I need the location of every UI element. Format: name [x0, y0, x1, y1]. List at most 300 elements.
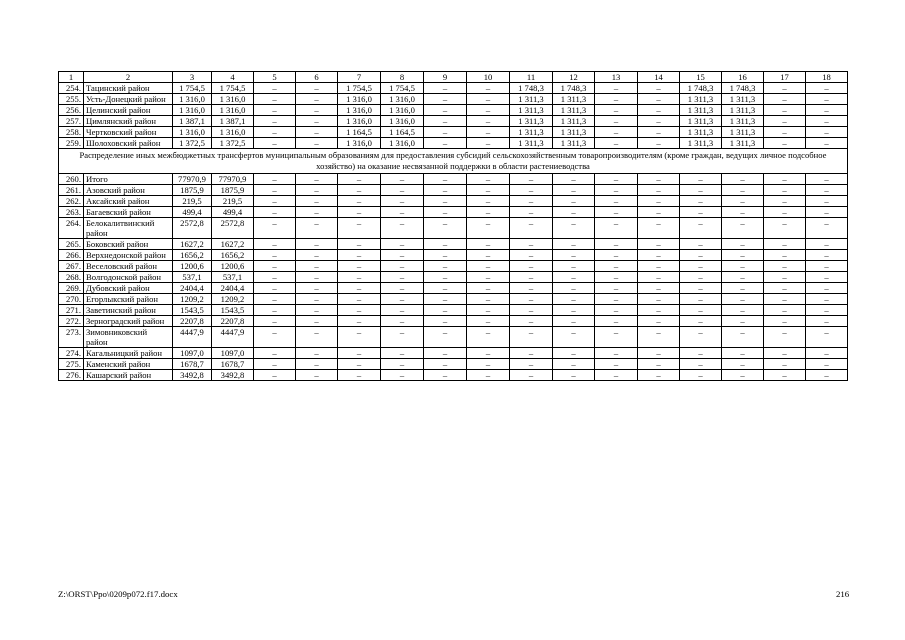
dash-cell: – [467, 174, 510, 185]
dash-cell: – [254, 218, 296, 239]
dash-cell: – [381, 370, 424, 381]
dash-cell: – [680, 370, 722, 381]
table-cell: – [638, 127, 680, 138]
dash-cell: – [467, 348, 510, 359]
dash-cell: – [638, 305, 680, 316]
table-cell: 3492,8 [212, 370, 254, 381]
dash-cell: – [467, 272, 510, 283]
dash-cell: – [510, 327, 553, 348]
dash-cell: – [467, 250, 510, 261]
dash-cell: – [296, 305, 338, 316]
table-cell: 1 311,3 [722, 105, 764, 116]
dash-cell: – [254, 283, 296, 294]
dash-cell: – [296, 327, 338, 348]
dash-cell: – [467, 261, 510, 272]
footer-file-path: Z:\ORST\Ppo\0209p072.f17.docx [58, 589, 178, 599]
dash-cell: – [722, 348, 764, 359]
dash-cell: – [510, 294, 553, 305]
table-cell: – [595, 94, 638, 105]
district-name: Кагальницкий район [84, 348, 173, 359]
dash-cell: – [424, 370, 467, 381]
table-cell: 1 311,3 [722, 94, 764, 105]
table-cell: 1 311,3 [722, 116, 764, 127]
dash-cell: – [722, 239, 764, 250]
dash-cell: – [381, 250, 424, 261]
dash-cell: – [722, 359, 764, 370]
column-number: 4 [212, 72, 254, 83]
table-cell: 1 311,3 [680, 116, 722, 127]
dash-cell: – [338, 294, 381, 305]
dash-cell: – [424, 294, 467, 305]
dash-cell: – [764, 316, 806, 327]
table-cell: 1 311,3 [553, 138, 595, 149]
row-number: 260. [59, 174, 84, 185]
table-cell: 1 311,3 [553, 127, 595, 138]
table-cell: – [296, 105, 338, 116]
table-row [59, 83, 848, 94]
table-cell: – [764, 94, 806, 105]
dash-cell: – [338, 305, 381, 316]
dash-cell: – [553, 218, 595, 239]
dash-cell: – [764, 218, 806, 239]
table-cell: 1 311,3 [510, 94, 553, 105]
row-number: 261. [59, 185, 84, 196]
dash-cell: – [510, 207, 553, 218]
table-row [59, 196, 848, 207]
dash-cell: – [296, 174, 338, 185]
table-cell: – [467, 94, 510, 105]
dash-cell: – [722, 294, 764, 305]
table-cell: 1 316,0 [338, 116, 381, 127]
table-cell: 1 754,5 [338, 83, 381, 94]
dash-cell: – [338, 359, 381, 370]
dash-cell: – [806, 239, 848, 250]
dash-cell: – [296, 218, 338, 239]
dash-cell: – [638, 239, 680, 250]
column-number: 16 [722, 72, 764, 83]
section-row [59, 149, 848, 174]
dash-cell: – [595, 348, 638, 359]
dash-cell: – [467, 370, 510, 381]
dash-cell: – [254, 239, 296, 250]
dash-cell: – [510, 359, 553, 370]
table-cell: 499,4 [173, 207, 212, 218]
dash-cell: – [764, 250, 806, 261]
table-cell: 1 754,5 [173, 83, 212, 94]
table-cell: – [296, 138, 338, 149]
table-cell: – [424, 94, 467, 105]
row-number: 274. [59, 348, 84, 359]
dash-cell: – [381, 239, 424, 250]
dash-cell: – [680, 261, 722, 272]
table-cell: 499,4 [212, 207, 254, 218]
dash-cell: – [638, 207, 680, 218]
row-number: 269. [59, 283, 84, 294]
district-name: Егорлыкский район [84, 294, 173, 305]
table-row [59, 185, 848, 196]
column-number: 14 [638, 72, 680, 83]
dash-cell: – [595, 305, 638, 316]
table-cell: 1 748,3 [553, 83, 595, 94]
dash-cell: – [722, 283, 764, 294]
dash-cell: – [722, 207, 764, 218]
table-cell: – [806, 116, 848, 127]
dash-cell: – [338, 348, 381, 359]
district-name: Целинский район [84, 105, 173, 116]
row-number: 254. [59, 83, 84, 94]
row-number: 265. [59, 239, 84, 250]
table-cell: 1 316,0 [338, 94, 381, 105]
table-cell: – [764, 83, 806, 94]
dash-cell: – [595, 370, 638, 381]
dash-cell: – [680, 294, 722, 305]
table-cell: 1 316,0 [338, 105, 381, 116]
dash-cell: – [764, 196, 806, 207]
table-row [59, 316, 848, 327]
table-cell: 1 311,3 [680, 94, 722, 105]
dash-cell: – [338, 185, 381, 196]
row-number: 275. [59, 359, 84, 370]
dash-cell: – [553, 316, 595, 327]
dash-cell: – [553, 359, 595, 370]
dash-cell: – [296, 359, 338, 370]
table-cell: – [638, 116, 680, 127]
dash-cell: – [338, 196, 381, 207]
dash-cell: – [680, 283, 722, 294]
dash-cell: – [764, 305, 806, 316]
table-cell: – [806, 83, 848, 94]
table-cell: 1 754,5 [381, 83, 424, 94]
dash-cell: – [806, 250, 848, 261]
row-number: 271. [59, 305, 84, 316]
dash-cell: – [338, 207, 381, 218]
table-row [59, 116, 848, 127]
table-row [59, 283, 848, 294]
dash-cell: – [764, 370, 806, 381]
row-number: 270. [59, 294, 84, 305]
table-cell: 1678,7 [173, 359, 212, 370]
dash-cell: – [764, 239, 806, 250]
table-cell: 1 748,3 [680, 83, 722, 94]
dash-cell: – [424, 283, 467, 294]
dash-cell: – [296, 283, 338, 294]
dash-cell: – [510, 250, 553, 261]
dash-cell: – [722, 370, 764, 381]
dash-cell: – [424, 261, 467, 272]
table-cell: – [595, 105, 638, 116]
dash-cell: – [806, 294, 848, 305]
table-cell: – [424, 127, 467, 138]
table-cell: 1 316,0 [173, 94, 212, 105]
table-cell: 219,5 [212, 196, 254, 207]
dash-cell: – [764, 272, 806, 283]
dash-cell: – [381, 185, 424, 196]
table-cell: – [467, 105, 510, 116]
dash-cell: – [638, 185, 680, 196]
dash-cell: – [680, 250, 722, 261]
table-cell: 1 316,0 [173, 127, 212, 138]
column-number: 6 [296, 72, 338, 83]
dash-cell: – [764, 359, 806, 370]
dash-cell: – [722, 327, 764, 348]
column-number: 5 [254, 72, 296, 83]
dash-cell: – [595, 327, 638, 348]
table-cell: – [806, 127, 848, 138]
dash-cell: – [553, 174, 595, 185]
dash-cell: – [722, 305, 764, 316]
dash-cell: – [764, 261, 806, 272]
dash-cell: – [296, 239, 338, 250]
table-row [59, 138, 848, 149]
table-row [59, 370, 848, 381]
dash-cell: – [806, 174, 848, 185]
row-number: 259. [59, 138, 84, 149]
dash-cell: – [595, 316, 638, 327]
table-cell: 1 311,3 [680, 138, 722, 149]
district-name: Цимлянский район [84, 116, 173, 127]
table-cell: 77970,9 [212, 174, 254, 185]
dash-cell: – [510, 239, 553, 250]
dash-cell: – [381, 218, 424, 239]
dash-cell: – [553, 250, 595, 261]
table-cell: – [254, 138, 296, 149]
column-number: 3 [173, 72, 212, 83]
table-cell: 1 311,3 [680, 127, 722, 138]
dash-cell: – [638, 283, 680, 294]
dash-cell: – [680, 348, 722, 359]
dash-cell: – [595, 185, 638, 196]
row-number: 273. [59, 327, 84, 348]
dash-cell: – [680, 272, 722, 283]
dash-cell: – [424, 305, 467, 316]
dash-cell: – [806, 348, 848, 359]
row-number: 276. [59, 370, 84, 381]
dash-cell: – [553, 370, 595, 381]
dash-cell: – [764, 207, 806, 218]
table-row [59, 327, 848, 348]
dash-cell: – [638, 294, 680, 305]
dash-cell: – [510, 174, 553, 185]
table-row [59, 359, 848, 370]
dash-cell: – [424, 327, 467, 348]
dash-cell: – [338, 250, 381, 261]
section-title: Распределение иных межбюджетных трансфертов муниципальным образованиям для предоставления субсидий сельскохозяйственным товаропроизводителям (кроме граждан, ведущих личное подсобное хозяйство) на оказание несвязанной поддержки в области растениеводства [59, 149, 848, 174]
dash-cell: – [338, 239, 381, 250]
dash-cell: – [424, 174, 467, 185]
dash-cell: – [424, 185, 467, 196]
dash-cell: – [510, 196, 553, 207]
dash-cell: – [510, 261, 553, 272]
dash-cell: – [254, 305, 296, 316]
table-cell: 1875,9 [173, 185, 212, 196]
dash-cell: – [338, 174, 381, 185]
dash-cell: – [806, 316, 848, 327]
column-number-row [59, 72, 848, 83]
dash-cell: – [680, 305, 722, 316]
district-name: Белокалитвинский район [84, 218, 173, 239]
dash-cell: – [424, 272, 467, 283]
table-cell: – [764, 116, 806, 127]
table-cell: 537,1 [173, 272, 212, 283]
dash-cell: – [254, 348, 296, 359]
dash-cell: – [680, 185, 722, 196]
district-name: Аксайский район [84, 196, 173, 207]
dash-cell: – [638, 327, 680, 348]
column-number: 15 [680, 72, 722, 83]
table-cell: 1 372,5 [212, 138, 254, 149]
dash-cell: – [510, 272, 553, 283]
dash-cell: – [424, 196, 467, 207]
dash-cell: – [722, 316, 764, 327]
district-name: Итого [84, 174, 173, 185]
dash-cell: – [553, 185, 595, 196]
dash-cell: – [424, 359, 467, 370]
table-cell: – [764, 127, 806, 138]
dash-cell: – [806, 261, 848, 272]
dash-cell: – [254, 327, 296, 348]
table-cell: – [806, 105, 848, 116]
dash-cell: – [595, 359, 638, 370]
table-cell: – [595, 127, 638, 138]
table-cell: – [764, 105, 806, 116]
table-cell: 2404,4 [173, 283, 212, 294]
table-cell: 1209,2 [173, 294, 212, 305]
column-number: 9 [424, 72, 467, 83]
table-cell: 1 164,5 [338, 127, 381, 138]
dash-cell: – [424, 250, 467, 261]
table-cell: 1 316,0 [212, 105, 254, 116]
table-cell: 1 316,0 [212, 94, 254, 105]
dash-cell: – [553, 294, 595, 305]
row-number: 257. [59, 116, 84, 127]
table-cell: 1 311,3 [553, 105, 595, 116]
dash-cell: – [254, 207, 296, 218]
table-cell: – [467, 138, 510, 149]
dash-cell: – [806, 327, 848, 348]
district-name: Кашарский район [84, 370, 173, 381]
row-number: 264. [59, 218, 84, 239]
dash-cell: – [764, 283, 806, 294]
dash-cell: – [254, 250, 296, 261]
district-name: Заветинский район [84, 305, 173, 316]
table-cell: 2404,4 [212, 283, 254, 294]
dash-cell: – [296, 261, 338, 272]
table-cell: 77970,9 [173, 174, 212, 185]
table-cell: 4447,9 [173, 327, 212, 348]
dash-cell: – [806, 185, 848, 196]
dash-cell: – [296, 370, 338, 381]
district-name: Дубовский район [84, 283, 173, 294]
dash-cell: – [553, 207, 595, 218]
table-cell: 1627,2 [212, 239, 254, 250]
table-cell: 1 748,3 [510, 83, 553, 94]
dash-cell: – [722, 250, 764, 261]
column-number: 1 [59, 72, 84, 83]
dash-cell: – [254, 294, 296, 305]
row-number: 268. [59, 272, 84, 283]
dash-cell: – [254, 359, 296, 370]
column-number: 10 [467, 72, 510, 83]
dash-cell: – [638, 250, 680, 261]
dash-cell: – [296, 272, 338, 283]
dash-cell: – [296, 250, 338, 261]
table-cell: – [296, 83, 338, 94]
district-name: Веселовский район [84, 261, 173, 272]
table-row [59, 239, 848, 250]
dash-cell: – [254, 370, 296, 381]
dash-cell: – [722, 218, 764, 239]
dash-cell: – [595, 272, 638, 283]
district-name: Усть-Донецкий район [84, 94, 173, 105]
dash-cell: – [595, 261, 638, 272]
dash-cell: – [595, 218, 638, 239]
row-number: 272. [59, 316, 84, 327]
dash-cell: – [424, 348, 467, 359]
table-cell: – [595, 116, 638, 127]
dash-cell: – [595, 239, 638, 250]
dash-cell: – [680, 207, 722, 218]
table-cell: 1 311,3 [510, 127, 553, 138]
table-cell: 1 311,3 [510, 105, 553, 116]
data-table [58, 71, 848, 381]
table-cell: – [595, 83, 638, 94]
table-cell: – [254, 105, 296, 116]
dash-cell: – [467, 196, 510, 207]
dash-cell: – [764, 174, 806, 185]
dash-cell: – [638, 316, 680, 327]
dash-cell: – [338, 261, 381, 272]
row-number: 256. [59, 105, 84, 116]
table-cell: – [467, 127, 510, 138]
dash-cell: – [722, 261, 764, 272]
dash-cell: – [722, 185, 764, 196]
dash-cell: – [595, 283, 638, 294]
district-name: Зимовниковский район [84, 327, 173, 348]
district-name: Волгодонской район [84, 272, 173, 283]
dash-cell: – [338, 272, 381, 283]
dash-cell: – [467, 327, 510, 348]
table-cell: – [806, 94, 848, 105]
district-name: Чертковский район [84, 127, 173, 138]
dash-cell: – [381, 316, 424, 327]
dash-cell: – [467, 305, 510, 316]
row-number: 267. [59, 261, 84, 272]
column-number: 18 [806, 72, 848, 83]
district-name: Верхнедонской район [84, 250, 173, 261]
dash-cell: – [638, 261, 680, 272]
dash-cell: – [680, 359, 722, 370]
dash-cell: – [553, 305, 595, 316]
dash-cell: – [553, 196, 595, 207]
table-cell: 1200,6 [212, 261, 254, 272]
dash-cell: – [680, 196, 722, 207]
dash-cell: – [553, 348, 595, 359]
table-cell: 1 387,1 [212, 116, 254, 127]
dash-cell: – [296, 207, 338, 218]
dash-cell: – [680, 174, 722, 185]
table-cell: 2207,8 [212, 316, 254, 327]
dash-cell: – [381, 327, 424, 348]
table-cell: 1627,2 [173, 239, 212, 250]
table-cell: 2572,8 [212, 218, 254, 239]
dash-cell: – [381, 207, 424, 218]
district-name: Багаевский район [84, 207, 173, 218]
table-cell: – [296, 116, 338, 127]
table-cell: 1 311,3 [553, 116, 595, 127]
table-row [59, 261, 848, 272]
dash-cell: – [338, 218, 381, 239]
dash-cell: – [467, 218, 510, 239]
